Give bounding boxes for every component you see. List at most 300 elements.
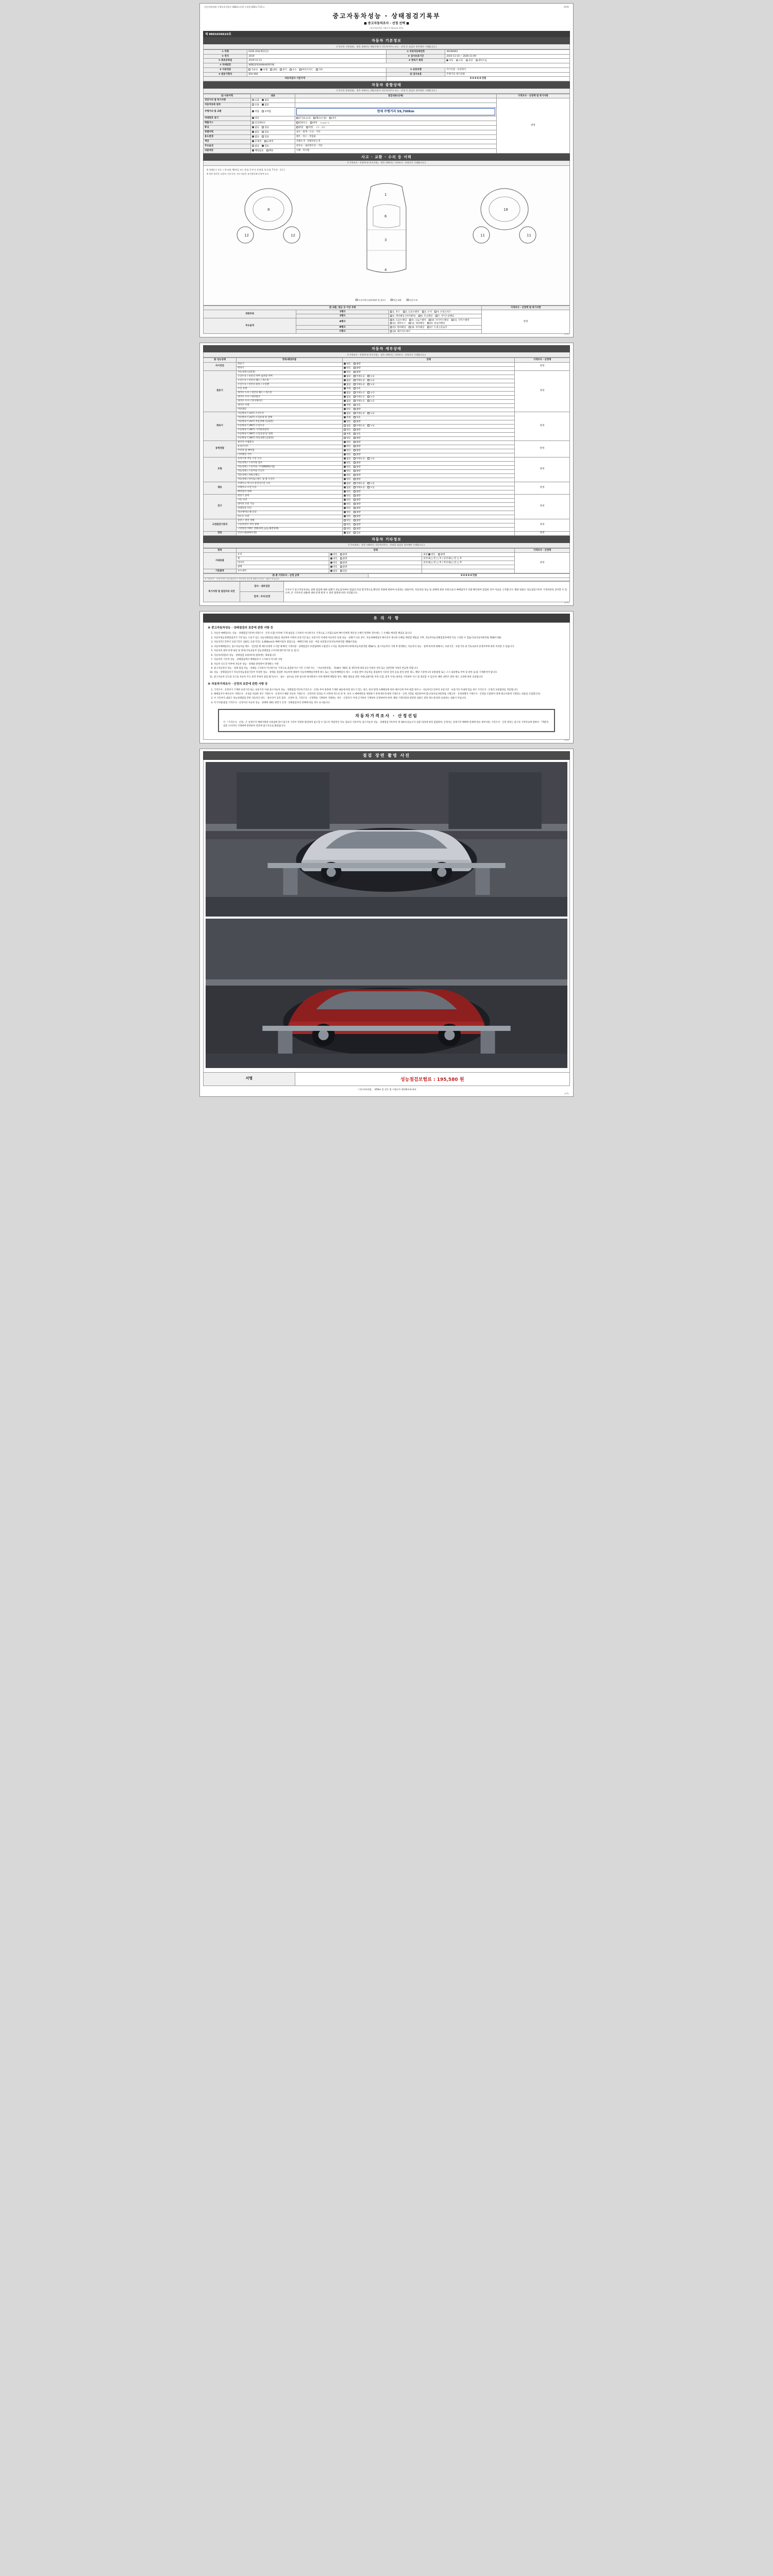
svg-text:11: 11: [527, 233, 531, 238]
general-opts-6[interactable]: [251, 130, 295, 134]
detail-item-6-2: 와이퍼 모터 기능: [236, 502, 342, 506]
opt-leak[interactable]: 누수: [367, 396, 374, 399]
opt-good[interactable]: 양호: [344, 515, 350, 518]
detail-opts-2-2[interactable]: [343, 420, 515, 424]
notice-list-3: [214, 689, 565, 705]
opt-damage[interactable]: 훼손(오염): [313, 117, 326, 120]
detail-item-2-0: 자동변속기 (A/T) 오일누유: [236, 412, 342, 416]
detail-opts-6-5[interactable]: [343, 515, 515, 519]
opt-good[interactable]: 양호: [330, 562, 337, 565]
opt-slight[interactable]: 미세누유: [354, 457, 365, 461]
general-opts-8[interactable]: [251, 139, 295, 144]
opt-insufficient[interactable]: 부족: [354, 433, 360, 436]
opt-legal[interactable]: 적법: [306, 126, 313, 129]
fuel-option-gasoline[interactable]: 가솔린: [248, 69, 258, 72]
detail-opts-1-3[interactable]: [343, 383, 515, 387]
general-opts-10[interactable]: [251, 148, 295, 153]
section-other-note: (『기타정보』 항목 내에서는 자동차사무소 · 산정을 점검자 경우에만 기재합니다.): [203, 543, 570, 548]
opt-good[interactable]: 양호: [344, 466, 350, 469]
fuel-option-electric[interactable]: 전기: [280, 69, 287, 72]
opt-insufficient[interactable]: 부족: [354, 404, 360, 407]
part-quarter-panel[interactable]: 5. 쿼터패널 (리어펜더): [390, 315, 415, 318]
notice-body: [203, 622, 570, 740]
other-sub-3: [422, 565, 515, 569]
part-door[interactable]: 3. 도어: [422, 311, 432, 314]
opt-exists[interactable]: 있음: [262, 131, 268, 134]
opt-none[interactable]: 없음: [344, 383, 350, 386]
detail-opts-1-8[interactable]: [343, 403, 515, 408]
opt-bad[interactable]: 불량: [354, 490, 360, 494]
detail-opts-2-1[interactable]: [343, 416, 515, 420]
general-detail-10: 이행 · 미이행: [295, 148, 496, 153]
general-key-3: 차대번호 표기: [204, 116, 251, 121]
opt-good[interactable]: 양호: [344, 437, 350, 440]
opt-bad[interactable]: 불량: [354, 408, 360, 411]
general-opts-3[interactable]: [251, 116, 295, 121]
list-item: 1. 가격조사 · 산정자가 기재한 보증기간 또는 보증거리 이내 중고자동차 성능 · 상태점검기록부(가격조사 · 산정) 부여 항목에 기재한 내용에 따라 양도가 있는 경우, 하자 발생 손해배상에 따라 매수인에 부여 대할 경우나 · 자동차인도일부터 보증기간 · 보증거리 이내에 있음 경우 가격조사 · 산정의 보증범위를 적용합니다.: [214, 689, 565, 692]
general-opts-9[interactable]: [251, 144, 295, 148]
opt-none[interactable]: 없음: [252, 145, 259, 148]
table-row: [204, 578, 570, 581]
opt-insufficient[interactable]: 부족: [354, 416, 360, 419]
svg-text:16: 16: [503, 207, 508, 212]
opt-no[interactable]: 없음: [262, 99, 268, 102]
part-inside-panel[interactable]: 10. 인사이드패널: [429, 319, 449, 322]
opt-slight[interactable]: 미세누수: [354, 396, 365, 399]
opt-achromatic[interactable]: 무채색: [252, 140, 261, 143]
opt-leak[interactable]: 누유: [367, 383, 374, 386]
special-notes-table: [203, 581, 570, 602]
detail-opts-8-0[interactable]: [343, 531, 515, 535]
opt-bad[interactable]: 불량: [354, 466, 360, 469]
opt-good[interactable]: 양호: [344, 441, 350, 444]
opt-good[interactable]: 양호: [344, 499, 350, 502]
opt-bad[interactable]: 불량: [354, 478, 360, 481]
opt-good[interactable]: 양호: [344, 519, 350, 522]
detail-opts-1-2[interactable]: [343, 379, 515, 383]
detail-opts-2-0[interactable]: [343, 412, 515, 416]
opt-good[interactable]: 양호: [344, 453, 350, 456]
detail-note-6: 판정: [515, 494, 570, 519]
table-row: [204, 582, 570, 592]
opt-good[interactable]: 양호: [344, 462, 350, 465]
opt-bad[interactable]: 불량: [340, 562, 347, 565]
opt-none[interactable]: 없음: [344, 482, 350, 485]
opt-na[interactable]: 해당없음: [252, 149, 263, 152]
detail-opts-1-7[interactable]: [343, 399, 515, 403]
section-accident-note: (『가격조사 · 산정액 및 특기사항』 항목 내에서는 가격조사 · 산정자가 기재합니다.): [203, 161, 570, 166]
opt-none[interactable]: 없음: [344, 392, 350, 395]
detail-item-2-3: 수동변속기 (M/T) 오일누유: [236, 424, 342, 428]
opt-bad[interactable]: 불량: [354, 462, 360, 465]
inspection-photo-2: [206, 919, 567, 1068]
opt-exists[interactable]: 있음: [262, 145, 268, 148]
opt-good[interactable]: 양호: [344, 474, 350, 477]
other-info-table: [203, 548, 570, 574]
emission-units: % ppm %: [320, 121, 330, 124]
detail-opts-0-1[interactable]: [343, 366, 515, 370]
fuel-option-lpg[interactable]: LPG: [270, 69, 277, 72]
opt-bad[interactable]: 불량: [438, 553, 445, 556]
opt-none[interactable]: 없음: [344, 375, 350, 378]
detail-opts-6-0[interactable]: [343, 494, 515, 498]
opt-bad[interactable]: 불량: [354, 445, 360, 448]
photo-section: [203, 760, 570, 1073]
detail-opts-6-3[interactable]: [343, 506, 515, 511]
opt-bad[interactable]: 불량: [354, 449, 360, 452]
detail-note-2: 판정: [515, 412, 570, 440]
trans-option-cvt[interactable]: 무단: [466, 59, 473, 62]
opt-bad[interactable]: 불량: [354, 420, 360, 423]
general-key-5: 튜닝: [204, 125, 251, 130]
opt-none[interactable]: 없음: [344, 400, 350, 403]
opt-adequate[interactable]: 적정: [344, 387, 350, 391]
opt-leak[interactable]: 누유: [367, 457, 374, 461]
detail-note-3: 판정: [515, 440, 570, 457]
opt-good[interactable]: 양호: [344, 449, 350, 452]
signature-row: [203, 1073, 570, 1086]
opt-bad[interactable]: 불량: [354, 515, 360, 518]
opt-good[interactable]: 양호: [344, 429, 350, 432]
opt-bad[interactable]: 불량: [340, 553, 347, 556]
opt-bad[interactable]: 불량: [354, 519, 360, 522]
opt-adequate[interactable]: 적정: [344, 416, 350, 419]
opt-no[interactable]: 없음: [262, 104, 268, 107]
opt-leak[interactable]: 누유: [367, 486, 374, 489]
general-opts-1[interactable]: [251, 103, 295, 108]
detail-opts-6-4[interactable]: [343, 511, 515, 515]
opt-bad[interactable]: 불량: [354, 441, 360, 444]
accident-frame-title: ⑬ 교환, 판금 등 이상 부위: [204, 306, 482, 310]
part-side-member[interactable]: 11. 사이드멤버: [451, 319, 469, 322]
opt-good[interactable]: 양호: [344, 507, 350, 510]
list-item: 3. 자동차인도일부터 보증기간은 (30일, 보증거리는 2,000km)을 매매사업자 점검으로 · 매매인지와 보증 · 마감 보증합니다(자동차관리법 제58조의4).: [214, 641, 565, 644]
part-cross-member[interactable]: 9. 크로스멤버: [409, 319, 426, 322]
opt-insufficient[interactable]: 부족: [354, 387, 360, 391]
opt-leak[interactable]: 누유: [367, 375, 374, 378]
other-sub-0[interactable]: [422, 553, 515, 557]
opt-exists[interactable]: 있음: [354, 532, 360, 535]
opt-bad[interactable]: 불량: [354, 371, 360, 374]
detail-col-2: 상태: [343, 358, 515, 363]
opt-good[interactable]: 양호: [344, 503, 350, 506]
trans-option-auto[interactable]: 자동: [446, 59, 453, 62]
table-row: [204, 531, 570, 535]
opt-slight[interactable]: 미세누유: [354, 412, 365, 415]
opt-adequate[interactable]: 적정: [344, 404, 350, 407]
opt-pass[interactable]: 적합: [252, 110, 259, 113]
detail-opts-3-2[interactable]: [343, 449, 515, 453]
general-key-9: 주요옵션: [204, 144, 251, 148]
part-rear-panel[interactable]: 16. 리어패널: [409, 326, 424, 329]
opt-leak[interactable]: 누수: [367, 392, 374, 395]
opt-good[interactable]: 양호: [344, 495, 350, 498]
opt-bad[interactable]: 불량: [354, 429, 360, 432]
opt-bad[interactable]: 불량: [354, 523, 360, 527]
opt-bad[interactable]: 불량: [354, 511, 360, 514]
part-wheel-house[interactable]: 12. 휠하우스: [390, 322, 406, 325]
detail-opts-3-0[interactable]: [343, 440, 515, 445]
opt-good[interactable]: 양호: [344, 511, 350, 514]
opt-yes[interactable]: 유용: [252, 99, 259, 102]
section-detail-title: 자동차 세부상태: [203, 345, 570, 352]
other-col-0: 항목: [204, 548, 237, 553]
opt-illegal[interactable]: 불법: [296, 126, 303, 129]
other-opts-2[interactable]: [329, 561, 422, 565]
accident-items-3: [389, 326, 482, 330]
opt-bad[interactable]: 불량: [354, 503, 360, 506]
opt-none[interactable]: 없음: [344, 532, 350, 535]
part-roof-panel[interactable]: 6. 루프패널: [418, 315, 433, 318]
opt-good[interactable]: 양호: [344, 363, 350, 366]
detail-opts-7-0[interactable]: [343, 519, 515, 523]
opt-good[interactable]: 양호: [344, 490, 350, 494]
other-opts-1[interactable]: [329, 557, 422, 561]
detail-item-1-4: 오일 유량: [236, 387, 342, 391]
opt-good[interactable]: 양호: [344, 408, 350, 411]
detail-opts-4-3[interactable]: [343, 469, 515, 473]
opt-leak[interactable]: 누유: [367, 482, 374, 485]
general-opts-2[interactable]: [251, 108, 295, 116]
general-detail-3[interactable]: [295, 116, 496, 121]
fuel-option-hybrid[interactable]: 하이브리드: [299, 69, 313, 72]
basic-value2-5: 주행거리 계기상태: [445, 72, 570, 77]
opt-bad[interactable]: 불량: [340, 557, 347, 561]
detail-opts-2-5[interactable]: [343, 432, 515, 436]
legend-simple-exchange[interactable]: 단순교환: [391, 299, 401, 302]
detail-opts-6-1[interactable]: [343, 498, 515, 502]
opt-leak[interactable]: 누유: [367, 425, 374, 428]
opt-bad[interactable]: 불량: [354, 453, 360, 456]
general-detail-4: [295, 121, 496, 125]
general-detail-6: 침수 · 화재 · 도난 · 기타: [295, 130, 496, 134]
detail-item-4-1: 작동상태 / 스티어링 펌프: [236, 461, 342, 465]
opt-hc[interactable]: 탄화수소: [296, 122, 308, 125]
opt-slight[interactable]: 미세누유: [354, 486, 365, 489]
opt-leak[interactable]: 누수: [367, 400, 374, 403]
other-item-4: 보수내역: [236, 569, 329, 573]
table-header-row: [204, 306, 570, 310]
opt-leak[interactable]: 누유: [367, 379, 374, 382]
opt-good[interactable]: 양호: [330, 566, 337, 569]
opt-bad[interactable]: 불량: [340, 566, 347, 569]
opt-smoke[interactable]: 매연: [310, 122, 317, 125]
opt-slight[interactable]: 미세누유: [354, 383, 365, 386]
part-pillar-panel[interactable]: 15. 필라패널: [390, 326, 406, 329]
price-declaration-box: [218, 709, 555, 732]
detail-opts-4-4[interactable]: [343, 473, 515, 478]
opt-none[interactable]: 없음: [344, 425, 350, 428]
opt-none[interactable]: 없음: [252, 131, 259, 134]
detail-opts-4-5[interactable]: [343, 478, 515, 482]
svg-text:12: 12: [244, 233, 249, 238]
basic-value-0: E220 d14(세단)급): [247, 50, 386, 55]
opt-good[interactable]: 양호: [252, 117, 259, 120]
opt-corrosion[interactable]: 부식(1,2,3): [296, 117, 311, 120]
trans-option-manual[interactable]: 수동: [456, 59, 463, 62]
detail-opts-1-5[interactable]: [343, 391, 515, 395]
detail-opts-5-0[interactable]: [343, 482, 515, 486]
detail-opts-1-1[interactable]: [343, 375, 515, 379]
detail-note-4: 판정: [515, 457, 570, 482]
fuel-option-other[interactable]: 기타: [316, 69, 323, 72]
opt-bad[interactable]: 불량: [354, 437, 360, 440]
sheet-page-2: [199, 343, 574, 606]
opt-good[interactable]: 양호: [344, 367, 350, 370]
part-front-panel[interactable]: 8. 프론트패널: [390, 319, 407, 322]
detail-item-4-2: 작동상태 / 스티어링 기어(MDPS포함): [236, 465, 342, 469]
detail-opts-2-3[interactable]: [343, 424, 515, 428]
table-row: [204, 77, 570, 81]
opt-co[interactable]: 일산화탄소: [252, 122, 265, 125]
opt-yes[interactable]: 유용: [252, 104, 259, 107]
svg-text:6: 6: [384, 214, 387, 218]
opt-fail[interactable]: 부적합: [262, 110, 271, 113]
opt-leak[interactable]: 누유: [367, 412, 374, 415]
part-dash-panel[interactable]: 13. 대쉬패널: [409, 322, 424, 325]
detail-opts-6-2[interactable]: [343, 502, 515, 506]
detail-opts-0-0[interactable]: [343, 362, 515, 366]
opt-chromatic[interactable]: 유채색: [264, 140, 274, 143]
detail-opts-7-1[interactable]: [343, 523, 515, 527]
legend-simple-repair[interactable]: 단순수리: [407, 299, 417, 302]
fuel-option-diesel[interactable]: 디젤: [260, 69, 267, 72]
opt-applicable[interactable]: 해당: [266, 149, 273, 152]
opt-slight[interactable]: 미세누유: [354, 482, 365, 485]
opt-exists[interactable]: 있음: [262, 126, 268, 129]
list-item: 10. 성능 · 상태점검자가 자동차성능점검기록부 작성한 성능 · 상태를 점검한 자동차에 대하여 자동차매매업자에게 양도 또는 자동차매매업자 제시 · 요청을 받아 자동차를 점검하여 기준과 절차 등을 관리 관련 제도, 해당 기준에 1의 1항(법령 또는 고시 내용별로 부여 및 관련 등)을 기재하여야 합니다.: [214, 671, 565, 674]
opt-none[interactable]: 없음: [344, 379, 350, 382]
table-row: [204, 98, 570, 103]
other-sub-1: 쿤선내(□ 전 □ 후 / 쿤선내(□ 전 □ 후: [422, 557, 515, 561]
opt-good[interactable]: 양호: [330, 553, 337, 556]
opt-none[interactable]: 없음: [252, 135, 259, 139]
part-side-sill-panel[interactable]: 7. 사이드실패널: [435, 315, 454, 318]
detail-opts-1-6[interactable]: [343, 395, 515, 399]
opt-slight[interactable]: 미세누수: [354, 392, 365, 395]
detail-item-6-5: 윈도우 모터: [236, 515, 342, 519]
detail-opts-4-0[interactable]: [343, 457, 515, 461]
document-page: [0, 0, 773, 1105]
part-trunk-floor[interactable]: 17. 트렁크플로어: [427, 326, 447, 329]
detail-opts-4-1[interactable]: [343, 461, 515, 465]
other-group-4: 기본품목: [204, 569, 237, 573]
opt-none[interactable]: 없음: [252, 126, 259, 129]
general-opts-7[interactable]: [251, 134, 295, 139]
opt-good[interactable]: 양호: [344, 528, 350, 531]
opt-bad[interactable]: 불량: [354, 499, 360, 502]
trans-option-semi[interactable]: 세미오토: [476, 59, 487, 62]
detail-opts-1-0[interactable]: [343, 370, 515, 375]
opt-good[interactable]: 양호: [344, 371, 350, 374]
opt-good[interactable]: 양호: [330, 557, 337, 561]
detail-opts-5-2[interactable]: [343, 490, 515, 494]
detail-item-1-0: 작동상태 (공회전): [236, 370, 342, 375]
other-opts-4[interactable]: [329, 569, 422, 573]
opt-bad[interactable]: 불량: [354, 363, 360, 366]
signature-label: 서명: [204, 1073, 295, 1086]
opt-bad[interactable]: 불량: [354, 367, 360, 370]
notice-title: 유 의 사 항: [203, 614, 570, 622]
other-opts-0[interactable]: [329, 553, 422, 557]
opt-different[interactable]: 상이: [329, 117, 336, 120]
part-trunk-lid[interactable]: 4. 트렁크리드: [434, 311, 451, 314]
detail-group-4: 조향: [204, 457, 237, 482]
opt-bad[interactable]: 불량: [354, 474, 360, 477]
opt-none[interactable]: 없음: [344, 412, 350, 415]
opt-good[interactable]: 양호: [344, 523, 350, 527]
legend-accident[interactable]: 사고이력 (교차/외판 및 침수): [356, 299, 385, 302]
detail-opts-7-2[interactable]: [343, 527, 515, 531]
fuel-option-hydrogen[interactable]: 수소: [290, 69, 296, 72]
opt-good[interactable]: 양호: [344, 420, 350, 423]
detail-opts-1-4[interactable]: [343, 387, 515, 391]
document-number-bar: 제 9801036623호: [203, 31, 570, 37]
opt-bad[interactable]: 불량: [354, 470, 360, 473]
detail-opts-3-1[interactable]: [343, 445, 515, 449]
general-opts-5[interactable]: [251, 125, 295, 130]
general-opts-4[interactable]: [251, 121, 295, 125]
accident-right-header: 가격조사 · 산정액 및 특기사항: [482, 306, 570, 310]
other-opts-3[interactable]: [329, 565, 422, 569]
opt-none[interactable]: 없음: [344, 457, 350, 461]
general-opts-0[interactable]: [251, 98, 295, 103]
opt-none[interactable]: 없음: [344, 486, 350, 489]
opt-slight[interactable]: 미세누수: [354, 400, 365, 403]
table-row: [204, 412, 570, 416]
detail-opts-2-6[interactable]: [343, 436, 515, 440]
opt-good[interactable]: 양호: [344, 445, 350, 448]
opt-exists[interactable]: 있음: [262, 135, 268, 139]
detail-item-1-9: 커먼레일: [236, 408, 342, 412]
opt-none[interactable]: 없음: [344, 396, 350, 399]
opt-slight[interactable]: 미세누유: [354, 379, 365, 382]
detail-opts-2-4[interactable]: [343, 428, 515, 432]
opt-bad[interactable]: 불량: [354, 507, 360, 510]
opt-slight[interactable]: 미세누유: [354, 375, 365, 378]
table-row: [204, 54, 570, 59]
part-front-fender[interactable]: 2. 프론트펜더: [403, 311, 419, 314]
notice-heading-1: ※ 중고자동차성능 · 상태점검의 보증에 관한 사항 등: [208, 626, 274, 630]
detail-opts-5-1[interactable]: [343, 486, 515, 490]
opt-adequate[interactable]: 적정: [344, 433, 350, 436]
detail-opts-1-9[interactable]: [343, 408, 515, 412]
basic-label2-4: ⑨ 보증유형: [386, 67, 445, 72]
opt-exists[interactable]: 있음: [340, 570, 347, 573]
accident-diagram: [203, 166, 570, 306]
basic-label2-5: ⑪ 검사유효: [386, 72, 445, 77]
opt-bad[interactable]: 불량: [354, 495, 360, 498]
other-sub-label-0: 내장: [423, 553, 428, 556]
opt-none[interactable]: 없음: [330, 570, 337, 573]
other-sub-4: [422, 569, 515, 573]
detail-note-5: 판정: [515, 482, 570, 494]
detail-item-1-8: 냉각수 수량: [236, 403, 342, 408]
part-hood[interactable]: 1. 후드: [390, 311, 400, 314]
detail-col-1: 항목/해당부품: [236, 358, 342, 363]
opt-good[interactable]: 양호: [428, 553, 435, 556]
opt-bad[interactable]: 불량: [354, 528, 360, 531]
opt-slight[interactable]: 미세누유: [354, 425, 365, 428]
detail-item-1-7: 냉각수 누수 / 라디에이터: [236, 399, 342, 403]
part-package-tray[interactable]: 18. 패키지트레이: [390, 330, 410, 333]
detail-opts-3-3[interactable]: [343, 453, 515, 457]
table-row: [204, 362, 570, 366]
part-floor-panel[interactable]: 14. 플로어패널: [427, 322, 445, 325]
opt-good[interactable]: 양호: [344, 470, 350, 473]
opt-good[interactable]: 양호: [344, 478, 350, 481]
detail-opts-4-2[interactable]: [343, 465, 515, 469]
